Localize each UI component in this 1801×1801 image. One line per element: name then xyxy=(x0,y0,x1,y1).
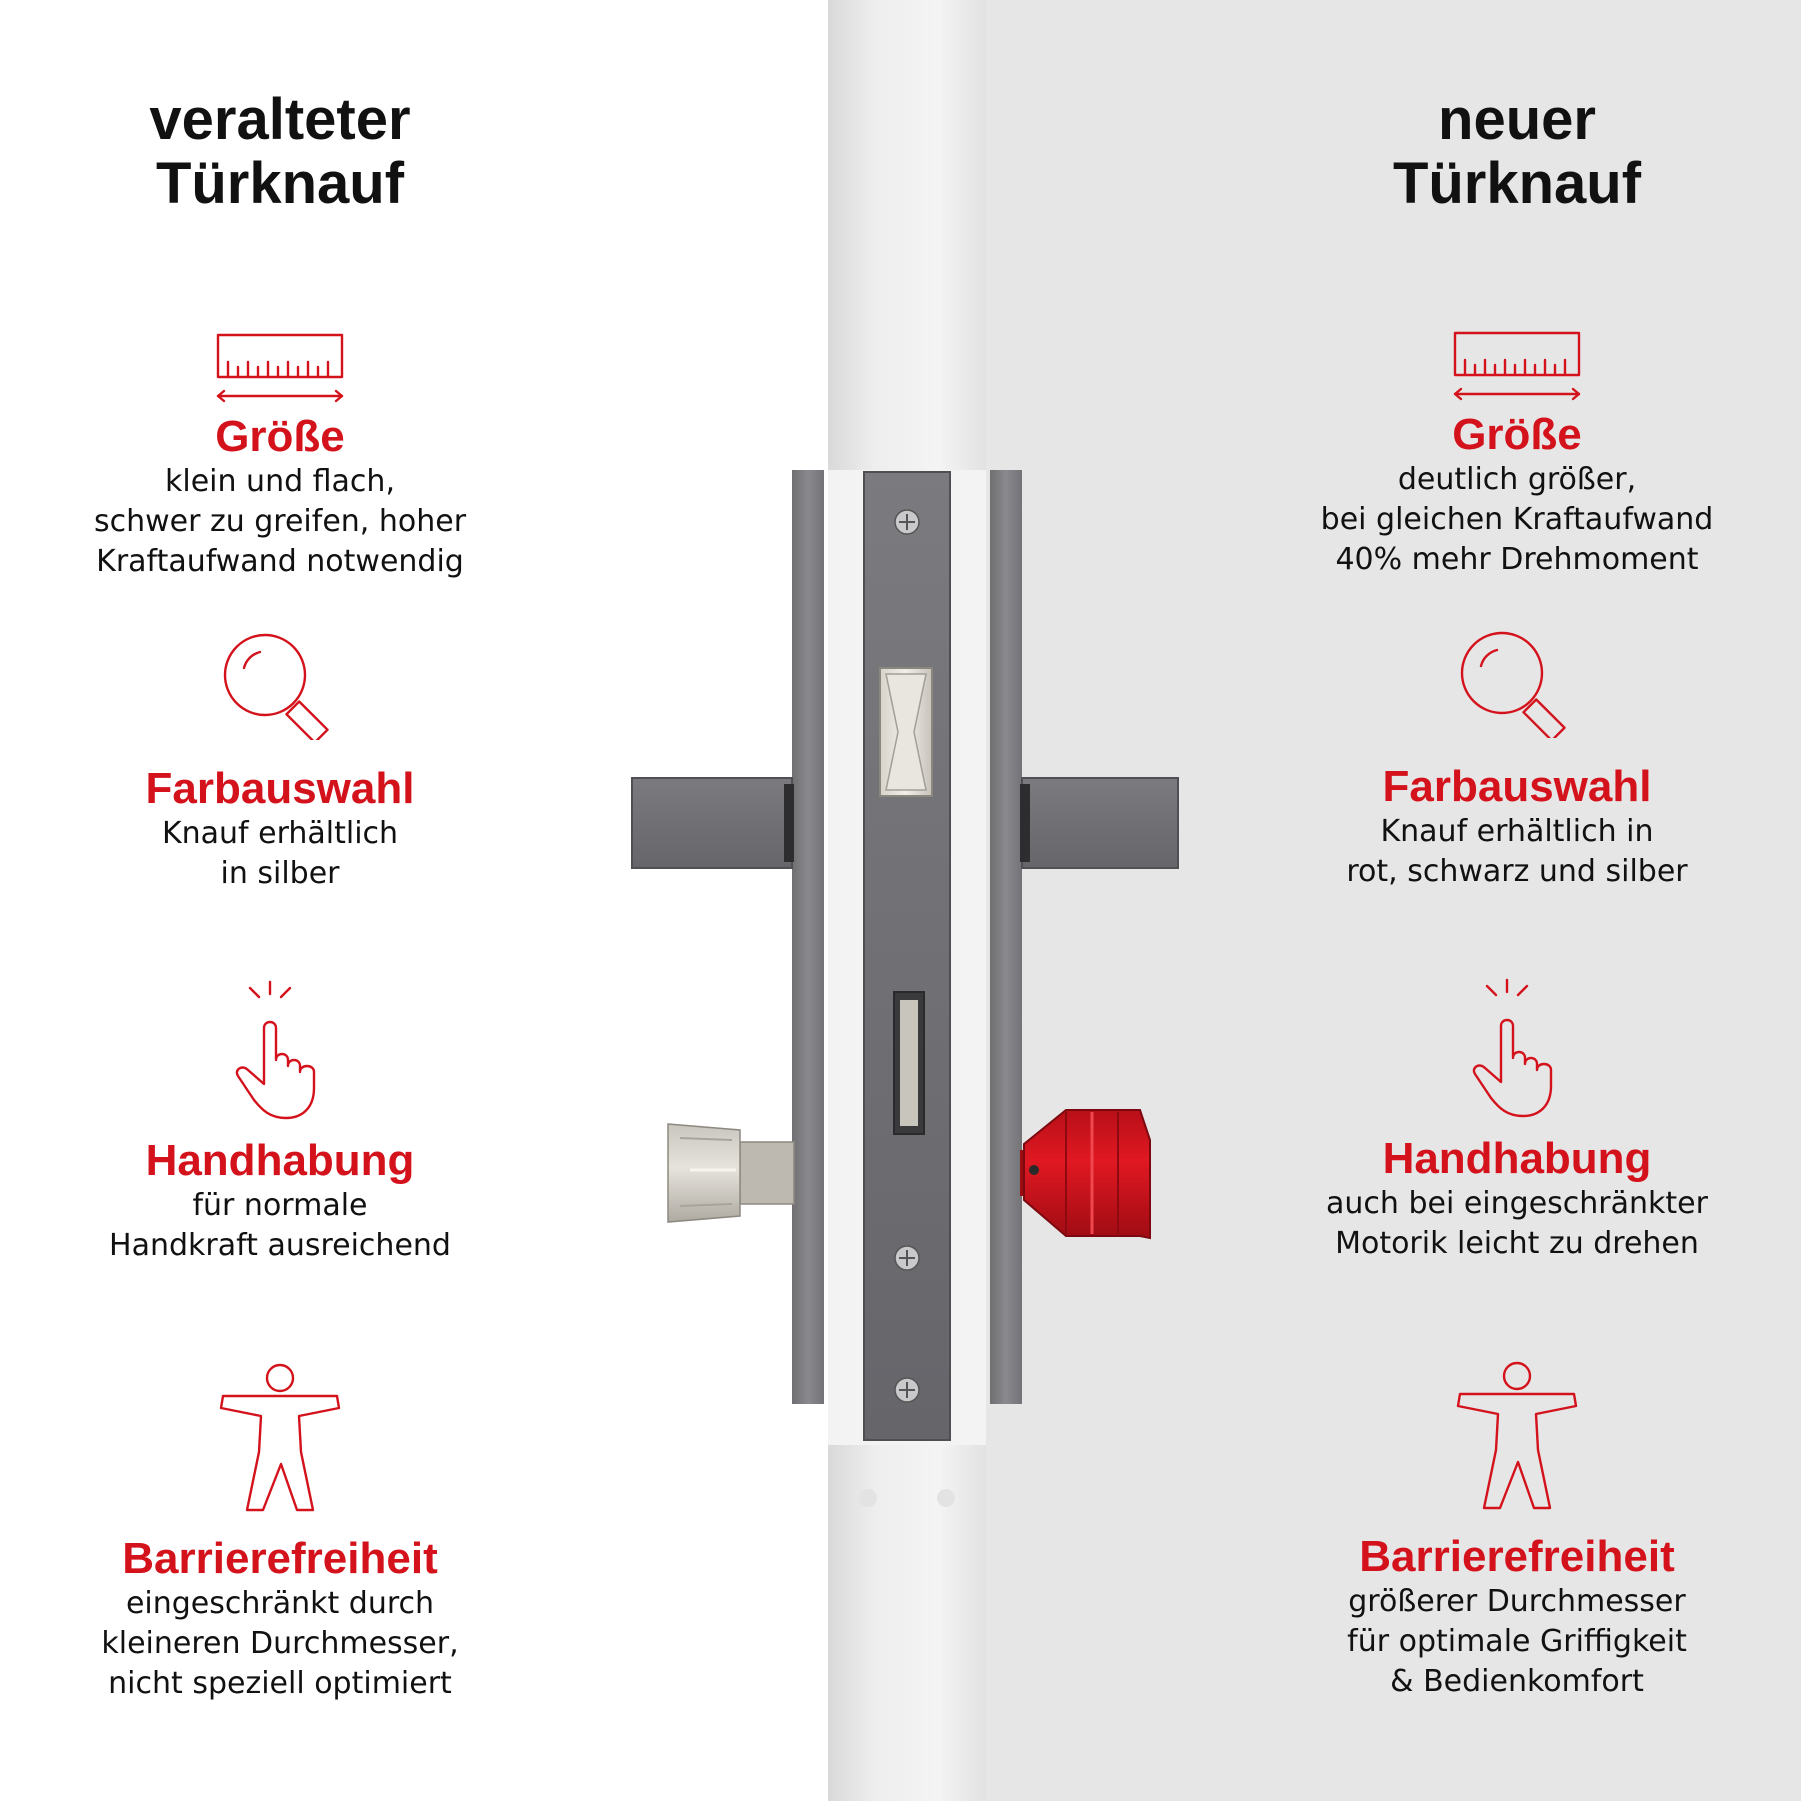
left-backplate xyxy=(792,470,824,1404)
feature-line: Kraftaufwand notwendig xyxy=(96,544,464,579)
feature-line: für optimale Griffigkeit xyxy=(1347,1624,1687,1659)
feature-line: Knauf erhältlich in xyxy=(1380,814,1654,849)
feature-line: eingeschränkt durch xyxy=(125,1586,435,1621)
feature-line: Motorik leicht zu drehen xyxy=(1335,1226,1699,1261)
feature-title: Barrierefreiheit xyxy=(1359,1532,1675,1581)
left-heading-line-1: veralteter xyxy=(149,87,411,152)
feature-line: größerer Durchmesser xyxy=(1348,1584,1686,1619)
feature-line: bei gleichen Kraftaufwand xyxy=(1320,502,1714,537)
old-knob-shaft xyxy=(740,1142,794,1204)
feature-title: Barrierefreiheit xyxy=(122,1534,438,1583)
feature-line: deutlich größer, xyxy=(1397,462,1637,497)
feature-title: Größe xyxy=(215,412,345,461)
feature-line: Knauf erhältlich xyxy=(161,816,399,851)
feature-line: klein und flach, xyxy=(165,464,395,499)
left-lever-handle xyxy=(632,778,792,868)
feature-line: & Bedienkomfort xyxy=(1390,1664,1644,1699)
feature-line: rot, schwarz und silber xyxy=(1346,854,1688,889)
feature-title: Größe xyxy=(1452,410,1582,459)
right-heading-line-1: neuer xyxy=(1438,87,1596,152)
feature-title: Farbauswahl xyxy=(1382,762,1652,811)
right-heading-line-2: Türknauf xyxy=(1392,151,1642,216)
feature-line: auch bei eingeschränkter xyxy=(1326,1186,1708,1221)
feature-line: kleineren Durchmesser, xyxy=(101,1626,459,1661)
feature-line: für normale xyxy=(192,1188,368,1223)
feature-line: schwer zu greifen, hoher xyxy=(93,504,467,539)
new-red-door-knob xyxy=(1024,1110,1150,1238)
feature-line: Handkraft ausreichend xyxy=(109,1228,451,1263)
feature-title: Handhabung xyxy=(145,1136,415,1185)
right-backplate xyxy=(990,470,1022,1404)
feature-title: Farbauswahl xyxy=(145,764,415,813)
left-heading-line-2: Türknauf xyxy=(155,151,405,216)
feature-line: in silber xyxy=(220,856,340,891)
feature-line: 40% mehr Drehmoment xyxy=(1335,542,1699,577)
lock-faceplate xyxy=(864,472,950,1440)
feature-line: nicht speziell optimiert xyxy=(108,1666,452,1701)
right-lever-handle xyxy=(1022,778,1178,868)
feature-title: Handhabung xyxy=(1382,1134,1652,1183)
